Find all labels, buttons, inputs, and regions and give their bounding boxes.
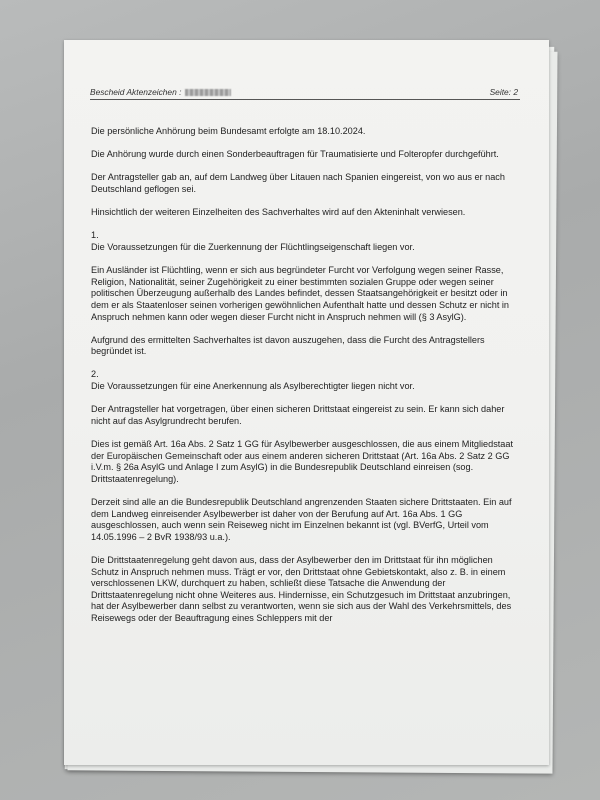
redacted-file-number <box>185 89 231 96</box>
page-header <box>90 87 520 100</box>
section-heading-asylum: Die Voraussetzungen für eine Anerkennung als Asylberechtigter liegen nicht vor. <box>91 381 415 392</box>
header-left <box>90 87 231 97</box>
paragraph-hearing-date: Die persönliche Anhörung beim Bundesamt erfolgte am 18.10.2024. <box>91 126 366 136</box>
document-body <box>91 126 519 636</box>
section-number-2: 2. <box>91 369 99 380</box>
paragraph-third-country-rule: Die Drittstaatenregelung geht davon aus, dass der Asylbewerber den im Drittstaat für ihn möglichen Schutz in Anspruch nehmen muss. Trägt er vor, den Drittstaat ohne Gebietskontakt, also z. B. in einem verschlossenen LKW, durchquert zu haben, schließt diese Tatsache die Anwendung der Drittstaatenregelung nicht ohne Weiteres aus. Hindernisse, ein Schutzgesuch im Drittstaat anzubringen, hat der Asylbewerber dann selbst zu verantworten, wenn sie sich aus der Wahl des Verkehrsmittels, des Reisewegs oder der Beauftragung eines Schleppers mit der <box>91 554 512 623</box>
paragraph-safe-third-country: Der Antragsteller hat vorgetragen, über einen sicheren Drittstaat eingereist zu sein. Er kann sich daher nicht auf das Asylgrundrecht berufen. <box>91 404 505 426</box>
paragraph-travel-route: Der Antragsteller gab an, auf dem Landweg über Litauen nach Spanien eingereist, von wo aus er nach Deutschland geflogen sei. <box>91 172 505 194</box>
paragraph-fear-justified: Aufgrund des ermittelten Sachverhaltes ist davon auszugehen, dass die Furcht des Antragstellers begründet ist. <box>91 334 485 357</box>
section-heading-refugee-status: Die Voraussetzungen für die Zuerkennung der Flüchtlingseigenschaft liegen vor. <box>91 241 415 252</box>
paragraph-special-officer: Die Anhörung wurde durch einen Sonderbeauftragen für Traumatisierte und Folteropfer durchgeführt. <box>91 149 499 160</box>
paragraph-refugee-definition: Ein Ausländer ist Flüchtling, wenn er sich aus begründeter Furcht vor Verfolgung wegen seiner Rasse, Religion, Nationalität, seiner Zugehörigkeit zu einer bestimmten sozialen Gruppe oder wegen seiner politischen Überzeugung außerhalb des Landes befindet, dessen Staatsangehörigkeit er besitzt oder in dem er als Staatenloser seinen vorherigen gewöhnlichen Aufenthalt hatte und dessen Schutz er nicht in Anspruch nehmen kann oder wegen dieser Furcht nicht in Anspruch nehmen will (§ 3 AsylG). <box>91 265 509 322</box>
file-reference-label: Bescheid Aktenzeichen : <box>90 87 182 97</box>
page-number: Seite: 2 <box>489 87 518 97</box>
section-number-1: 1. <box>91 230 99 241</box>
document-page <box>64 40 549 765</box>
paragraph-file-reference: Hinsichtlich der weiteren Einzelheiten des Sachverhaltes wird auf den Akteninhalt verwiesen. <box>91 207 466 218</box>
paragraph-art16a: Dies ist gemäß Art. 16a Abs. 2 Satz 1 GG für Asylbewerber ausgeschlossen, die aus einem Mitgliedstaat der Europäischen Gemeinschaft oder aus einem anderen sicheren Drittstaat (Art. 16a Abs. 2 Satz 2 GG i.V.m. § 26a AsylG und Anlage I zum AsylG) in die Bundesrepublik Deutschland einreisen (sog. Drittstaatenregelung). <box>91 439 513 484</box>
paragraph-neighbouring-states: Derzeit sind alle an die Bundesrepublik Deutschland angrenzenden Staaten sichere Drittstaaten. Ein auf dem Landweg einreisender Asylbewerber ist daher von der Berufung auf Art. 16a Abs. 1 GG ausgeschlossen, auch wenn sein Reiseweg nicht im Einzelnen bekannt ist (vgl. BVerfG, Urteil vom 14.05.1996 – 2 BvR 1938/93 u.a.). <box>91 497 512 542</box>
